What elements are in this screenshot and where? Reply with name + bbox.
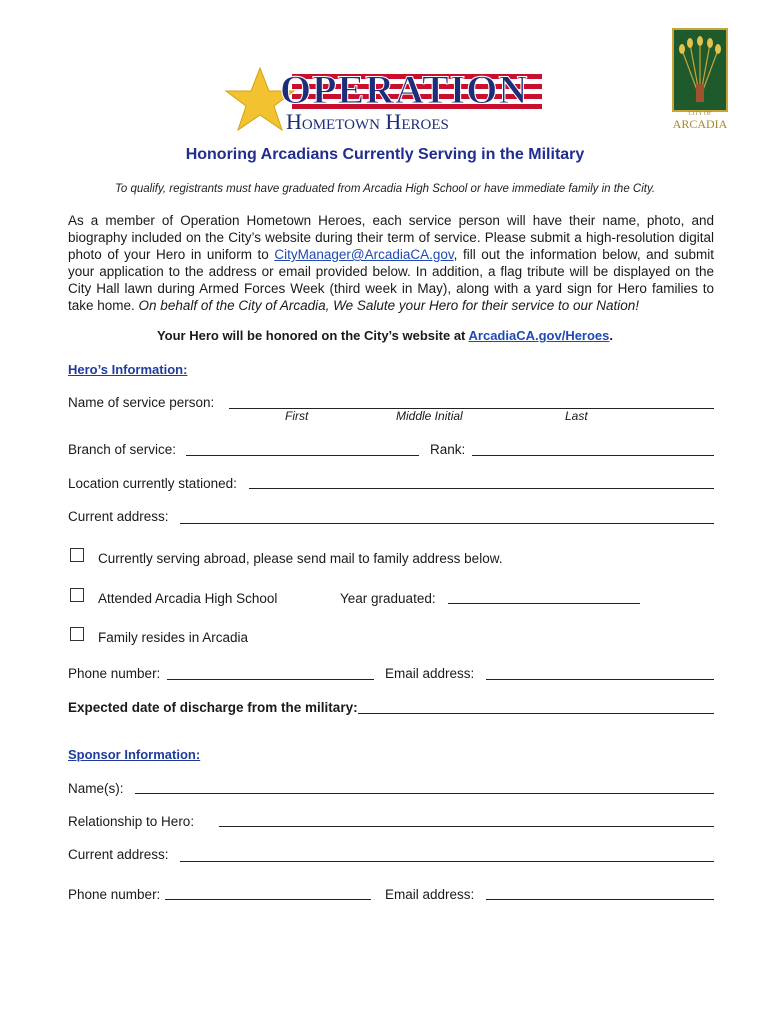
intro-salute: On behalf of the City of Arcadia, We Salute your Hero for their service to our Nation! [138,298,640,313]
family-checkbox[interactable] [70,627,84,641]
middle-initial-caption: Middle Initial [396,409,463,423]
relationship-field[interactable] [219,826,714,827]
seal-city-of: CITY OF [688,111,712,117]
honored-period: . [609,328,614,343]
hero-info-heading: Hero’s Information: [68,362,188,377]
rank-field[interactable] [472,455,714,456]
last-name-caption: Last [565,409,588,423]
first-name-caption: First [285,409,309,423]
discharge-label: Expected date of discharge from the military: [68,700,358,715]
branch-label: Branch of service: [68,442,177,457]
location-label: Location currently stationed: [68,476,237,491]
hero-phone-label: Phone number: [68,666,161,681]
ahs-checkbox[interactable] [70,588,84,602]
sponsor-phone-label: Phone number: [68,887,161,902]
honored-notice [0,328,770,343]
hero-email-label: Email address: [385,666,475,681]
city-of-arcadia-seal [672,28,728,132]
heroes-page-link[interactable]: ArcadiaCA.gov/Heroes [468,328,610,343]
honored-text: Your Hero will be honored on the City’s website at [156,328,469,343]
sponsor-address-field[interactable] [180,861,714,862]
discharge-field[interactable] [358,713,714,714]
operation-hometown-heroes-logo [222,64,548,138]
abroad-label: Currently serving abroad, please send mail to family address below. [98,551,503,566]
year-graduated-field[interactable] [448,603,640,604]
sponsor-email-label: Email address: [385,887,475,902]
sponsor-phone-field[interactable] [165,899,371,900]
hero-email-field[interactable] [486,679,714,680]
ahs-label: Attended Arcadia High School [98,591,278,606]
family-label: Family resides in Arcadia [98,630,249,645]
year-graduated-label: Year graduated: [340,591,436,606]
branch-field[interactable] [186,455,419,456]
location-field[interactable] [249,488,714,489]
intro-paragraph [68,212,714,314]
qualification-note: To qualify, registrants must have graduated from Arcadia High School or have immediate family in the City. [114,183,656,195]
intro-text-1: As a member of Operation Hometown Heroes, each service person will have their name, photo, and biography included on the City’s website during their term of service. Please submit a high-resolution digital photo of your Hero in uniform to [68,213,714,262]
sponsor-email-field[interactable] [486,899,714,900]
sponsor-names-field[interactable] [135,793,714,794]
rank-label: Rank: [430,442,466,457]
intro-text-2: , fill out the information below, and submit your application to the address or email provided below. In addition, a flag tribute will be displayed on the City Hall lawn during Armed Forces Week (third week in May), along with a yard sign for Hero families to take home. [68,247,714,313]
name-label: Name of service person: [68,395,215,410]
logo-subtitle: Hometown Heroes [286,109,449,134]
sponsor-info-heading: Sponsor Information: [68,747,201,762]
hero-phone-field[interactable] [167,679,374,680]
hero-address-label: Current address: [68,509,169,524]
sponsor-address-label: Current address: [68,847,169,862]
sponsor-names-label: Name(s): [68,781,124,796]
city-manager-email-link[interactable]: CityManager@ArcadiaCA.gov [274,247,454,262]
abroad-checkbox[interactable] [70,548,84,562]
seal-name: ARCADIA [672,117,728,131]
page-title: Honoring Arcadians Currently Serving in the Military [185,146,585,163]
logo-title: OPERATION [280,67,529,112]
hero-address-field[interactable] [180,523,714,524]
relationship-label: Relationship to Hero: [68,814,195,829]
